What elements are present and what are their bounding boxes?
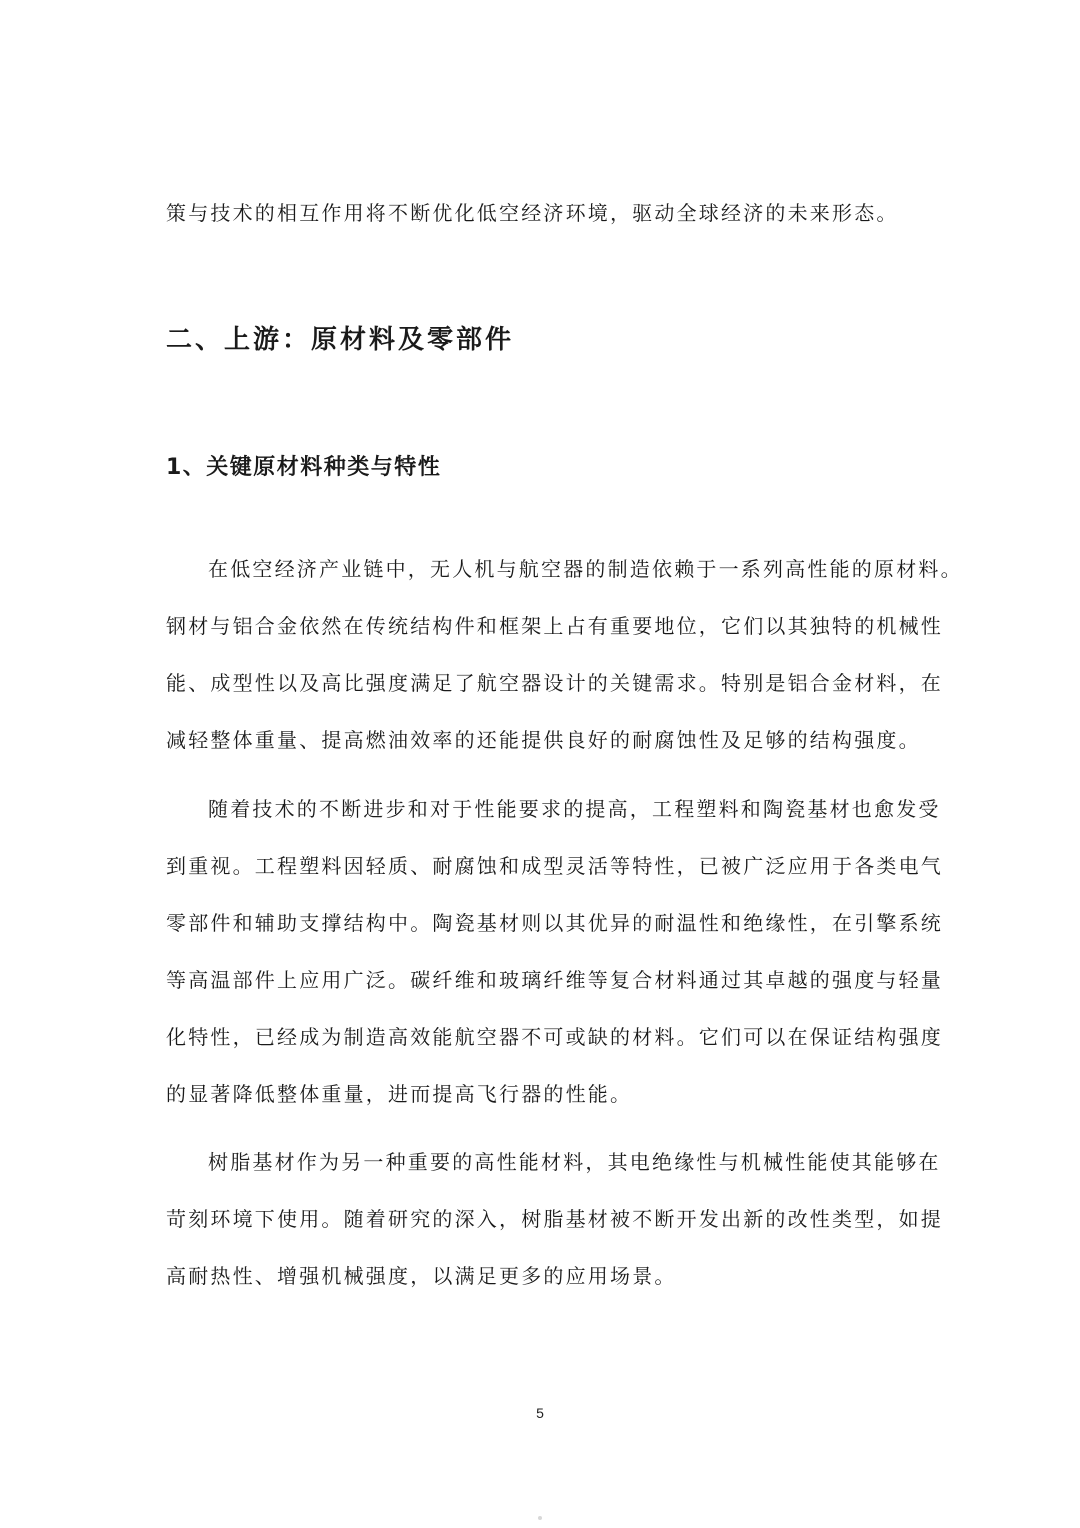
paragraph-line: 化特性，已经成为制造高效能航空器不可或缺的材料。它们可以在保证结构强度 [166,1025,943,1049]
paragraph-line: 树脂基材作为另一种重要的高性能材料，其电绝缘性与机械性能使其能够在 [208,1150,941,1174]
paragraph-line: 随着技术的不断进步和对于性能要求的提高，工程塑料和陶瓷基材也愈发受 [208,797,941,821]
paragraph-line: 的显著降低整体重量，进而提高飞行器的性能。 [166,1082,633,1106]
paragraph-line: 等高温部件上应用广泛。碳纤维和玻璃纤维等复合材料通过其卓越的强度与轻量 [166,968,943,992]
intro-paragraph [166,185,936,242]
subsection-title: 1、关键原材料种类与特性 [166,455,442,480]
paragraph-line: 减轻整体重量、提高燃油效率的还能提供良好的耐腐蚀性及足够的结构强度。 [166,728,921,752]
paragraph-line: 高耐热性、增强机械强度，以满足更多的应用场景。 [166,1264,677,1288]
page-number: 5 [536,1405,544,1421]
footer-dot [538,1516,542,1520]
paragraph-line: 到重视。工程塑料因轻质、耐腐蚀和成型灵活等特性，已被广泛应用于各类电气 [166,854,943,878]
intro-line: 策与技术的相互作用将不断优化低空经济环境，驱动全球经济的未来形态。 [166,201,899,225]
paragraph-line: 能、成型性以及高比强度满足了航空器设计的关键需求。特别是铝合金材料，在 [166,671,943,695]
paragraph-3 [166,1134,943,1305]
section-title: 二、上游：原材料及零部件 [166,325,515,355]
paragraph-line: 零部件和辅助支撑结构中。陶瓷基材则以其优异的耐温性和绝缘性，在引擎系统 [166,911,943,935]
paragraph-line: 苛刻环境下使用。随着研究的深入，树脂基材被不断开发出新的改性类型，如提 [166,1207,943,1231]
paragraph-1 [166,541,963,769]
paragraph-2 [166,781,943,1123]
paragraph-line: 钢材与铝合金依然在传统结构件和框架上占有重要地位，它们以其独特的机械性 [166,614,943,638]
paragraph-line: 在低空经济产业链中，无人机与航空器的制造依赖于一系列高性能的原材料。 [208,557,963,581]
